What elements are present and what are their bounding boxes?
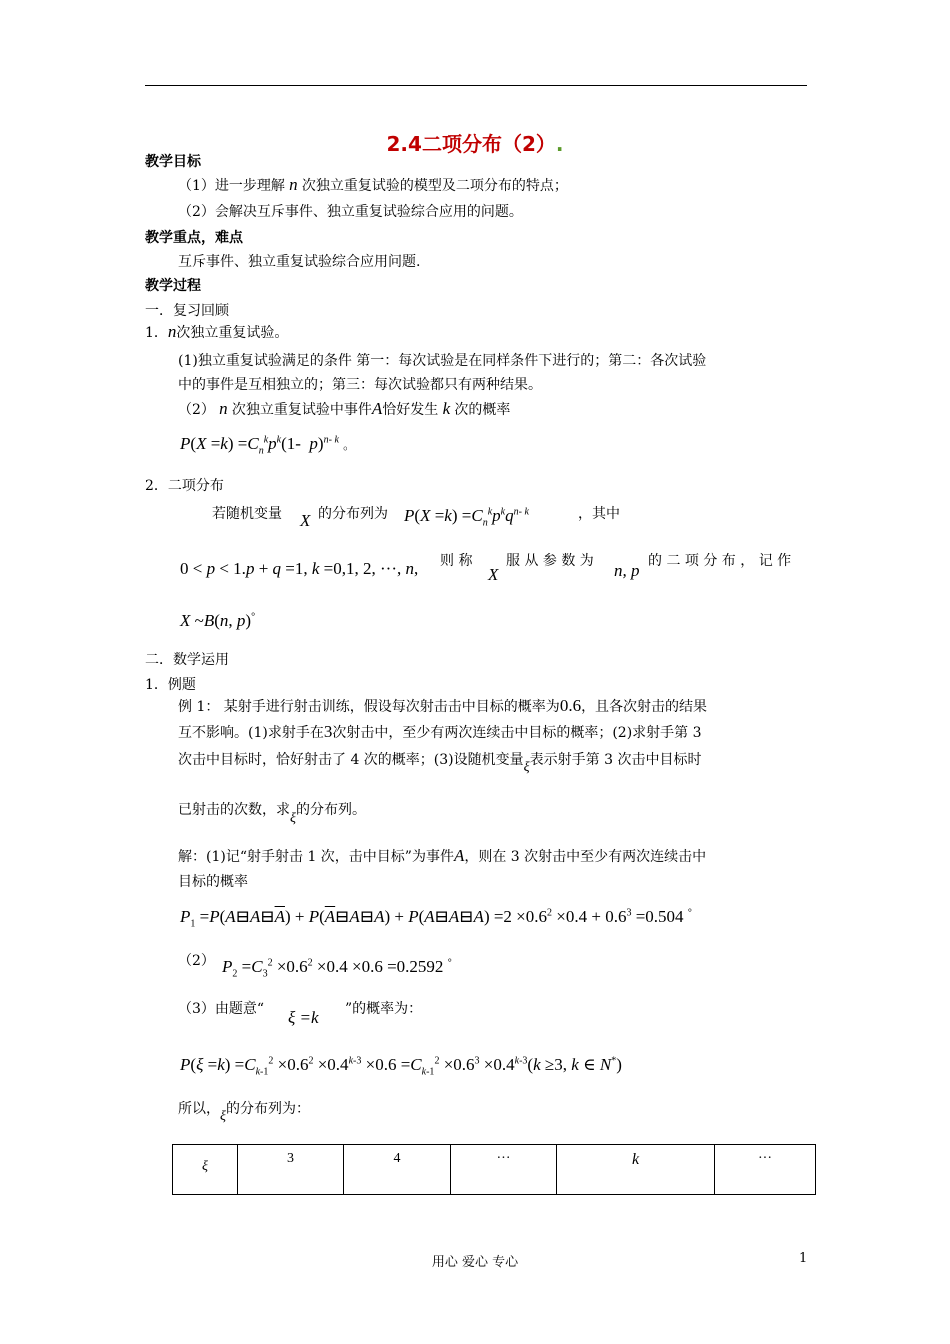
example-1-line-4: 已射击的次数，求ξ的分布列。 [178, 802, 366, 826]
binomial-def-c: ，其中 [578, 506, 620, 522]
page-number: 1 [799, 1251, 808, 1266]
heading-process: 教学过程 [145, 278, 201, 294]
then-text: 则 称 [440, 553, 473, 569]
params-np: n, p [614, 561, 640, 580]
goal-1: （1）进一步理解 n 次独立重复试验的模型及二项分布的特点； [178, 175, 568, 194]
solution-2-formula: $P_2 =C_3^2 \times 0.6^2 \times 0.4 \times 0.6 =0.2592$ ° [222, 957, 452, 980]
part-2-heading: 二．数学运用 [145, 652, 229, 668]
example-heading: 1．例题 [145, 677, 196, 693]
solution-3-a: （3）由题意“ [178, 1001, 265, 1017]
condition-line-2: 中的事件是互相独立的；第三：每次试验都只有两种结果。 [178, 377, 542, 393]
distribution-table [172, 1144, 816, 1195]
page-title: 2.4二项分布（2）. [386, 132, 564, 156]
probability-line: （2） n 次独立重复试验中事件A恰好发生 k 次的概率 [178, 399, 511, 418]
so-line: 所以，ξ的分布列为： [178, 1101, 310, 1124]
var-x-2: X [488, 565, 499, 584]
table-cell: 4 [344, 1145, 451, 1195]
example-1-line-1: 例 1： 某射手进行射击训练，假设每次射击击中目标的概率为0.6，且各次射击的结果 [178, 696, 708, 715]
obey-text: 服 从 参 数 为 [506, 553, 594, 569]
var-x: X [300, 511, 311, 530]
table-cell: ··· [715, 1145, 816, 1195]
binomial-formula: $P(X =k) =C_n^kp^k(1-$ p)$^{n- k}$ 。 [180, 434, 356, 457]
heading-goals: 教学目标 [145, 154, 201, 170]
item-2: 2．二项分布 [145, 478, 224, 494]
binomial-tail: 的 二 项 分 布 ， 记 作 [648, 553, 792, 569]
binomial-notation: X ~B(n, p)° [180, 611, 256, 630]
table-cell: k [557, 1145, 715, 1195]
binomial-dist-formula: $P(X =k) =C_n^kp^kq^{n- k}$ [404, 506, 529, 529]
example-1-line-2: 互不影响。(1)求射手在3次射击中，至少有两次连续击中目标的概率；(2)求射手第 3 [178, 722, 702, 741]
solution-3-b: ”的概率为： [345, 1001, 423, 1017]
condition-line-1: (1)独立重复试验满足的条件 第一：每次试验是在同样条件下进行的；第二：各次试验 [178, 353, 707, 369]
item-1: 1．n次独立重复试验。 [145, 322, 289, 341]
goal-2: （2）会解决互斥事件、独立重复试验综合应用的问题。 [178, 204, 523, 220]
table-cell: 3 [238, 1145, 344, 1195]
header-rule [145, 85, 807, 86]
part-1-heading: 一．复习回顾 [145, 303, 229, 319]
solution-3-formula: $P(\xi =k) =C_{k-1}^2 \times 0.6^2 \times 0.4^{k-3} \times 0.6 =C_{k-1}^2 \times 0.6^3 \times 0.4^{k-3}(k \ge 3$, k ∈ N*) [180, 1055, 622, 1078]
key-text: 互斥事件、独立重复试验综合应用问题. [178, 254, 421, 270]
solution-2-label: （2） [178, 953, 215, 969]
binomial-def-a: 若随机变量 [212, 506, 282, 522]
param-condition: 0 < p < 1.p + q =1, k =0,1, 2, ···, n, [180, 559, 419, 578]
binomial-def-b: 的分布列为 [318, 506, 388, 522]
table-cell: ··· [451, 1145, 557, 1195]
heading-key: 教学重点，难点 [145, 230, 243, 246]
solution-1-formula: $P_1$ $=P(A⊟A⊟\overline{A})$ + $P(\overline{A}⊟A⊟A)$ + P(A⊟A⊟A) $=2 \times 0.6^2 \times 0.4 + 0.6^3 =0.504$ ° [180, 907, 692, 930]
footer: 用心 爱心 专心 [431, 1255, 519, 1270]
table-row [173, 1145, 816, 1195]
solution-line-2: 目标的概率 [178, 874, 248, 890]
xi-equals-k: ξ =k [288, 1008, 319, 1027]
table-cell: ξ [173, 1145, 238, 1195]
example-1-line-3: 次击中目标时，恰好射击了 4 次的概率；(3)设随机变量ξ表示射手第 3 次击中目标时 [178, 752, 702, 775]
solution-line-1: 解：(1)记“射手射击 1 次，击中目标”为事件A，则在 3 次射击中至少有两次连续击中 [178, 846, 707, 865]
